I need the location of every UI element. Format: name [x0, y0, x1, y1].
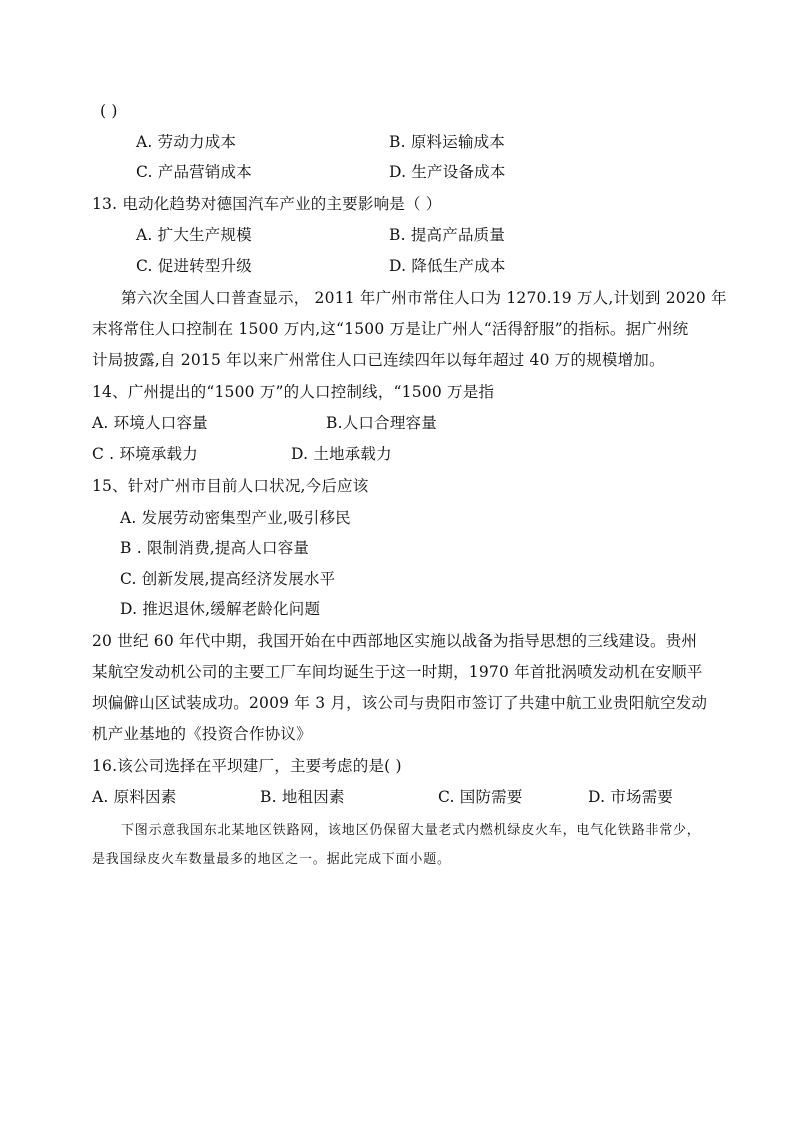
q13-option-d: D. 降低生产成本	[389, 257, 506, 275]
q12-option-b: B. 原料运输成本	[389, 133, 506, 151]
q12-option-c: C. 产品营销成本	[136, 163, 252, 181]
q15-stem: 15、针对广州市目前人口状况,今后应该	[92, 477, 369, 495]
q14-option-c: C . 环境承载力	[92, 445, 198, 463]
q12-answer-bracket: ( )	[100, 102, 118, 120]
q13-option-a: A. 扩大生产规模	[136, 226, 252, 244]
q16-stem: 16.该公司选择在平坝建厂，主要考虑的是( )	[92, 757, 402, 775]
q15-option-a: A. 发展劳动密集型产业,吸引移民	[120, 509, 351, 527]
q16-option-a: A. 原料因素	[92, 788, 177, 806]
q14-option-b: B.人口合理容量	[326, 414, 437, 432]
q12-option-a: A. 劳动力成本	[136, 133, 237, 151]
passage1-line3: 计局披露,自 2015 年以来广州常住人口已连续四年以每年超过 40 万的规模增加。	[92, 351, 665, 369]
q16-option-c: C. 国防需要	[438, 788, 523, 806]
q13-stem: 13. 电动化趋势对德国汽车产业的主要影响是（ ）	[92, 195, 442, 213]
passage2-line4: 机产业基地的《投资合作协议》	[92, 725, 312, 743]
passage3-line2: 是我国绿皮火车数量最多的地区之一。据此完成下面小题。	[92, 852, 451, 867]
passage1-line1: 第六次全国人口普查显示， 2011 年广州市常住人口为 1270.19 万人,计划到 2020 年	[121, 289, 727, 307]
passage2-line2: 某航空发动机公司的主要工厂车间均诞生于这一时期，1970 年首批涡喷发动机在安顺平	[92, 663, 703, 681]
passage3-line1: 下图示意我国东北某地区铁路网，该地区仍保留大量老式内燃机绿皮火车，电气化铁路非常少，	[121, 823, 701, 838]
q14-option-d: D. 土地承载力	[291, 445, 392, 463]
q14-option-a: A. 环境人口容量	[92, 414, 208, 432]
passage2-line3: 坝偏僻山区试装成功。2009 年 3 月，该公司与贵阳市签订了共建中航工业贵阳航空发动	[92, 694, 708, 712]
q15-option-b: B . 限制消费,提高人口容量	[120, 539, 310, 557]
q15-option-c: C. 创新发展,提高经济发展水平	[120, 570, 336, 588]
q16-option-d: D. 市场需要	[588, 788, 674, 806]
q14-stem: 14、广州提出的“1500 万”的人口控制线，“1500 万是指	[92, 383, 495, 401]
passage1-line2: 末将常住人口控制在 1500 万内,这“1500 万是让广州人“活得舒服”的指标。据广州统	[92, 320, 689, 338]
passage2-line1: 20 世纪 60 年代中期，我国开始在中西部地区实施以战备为指导思想的三线建设。贵州	[92, 632, 698, 650]
q12-option-d: D. 生产设备成本	[389, 163, 506, 181]
q13-option-b: B. 提高产品质量	[389, 226, 506, 244]
q16-option-b: B. 地租因素	[260, 788, 345, 806]
q13-option-c: C. 促进转型升级	[136, 257, 252, 275]
q15-option-d: D. 推迟退休,缓解老龄化问题	[120, 600, 321, 618]
